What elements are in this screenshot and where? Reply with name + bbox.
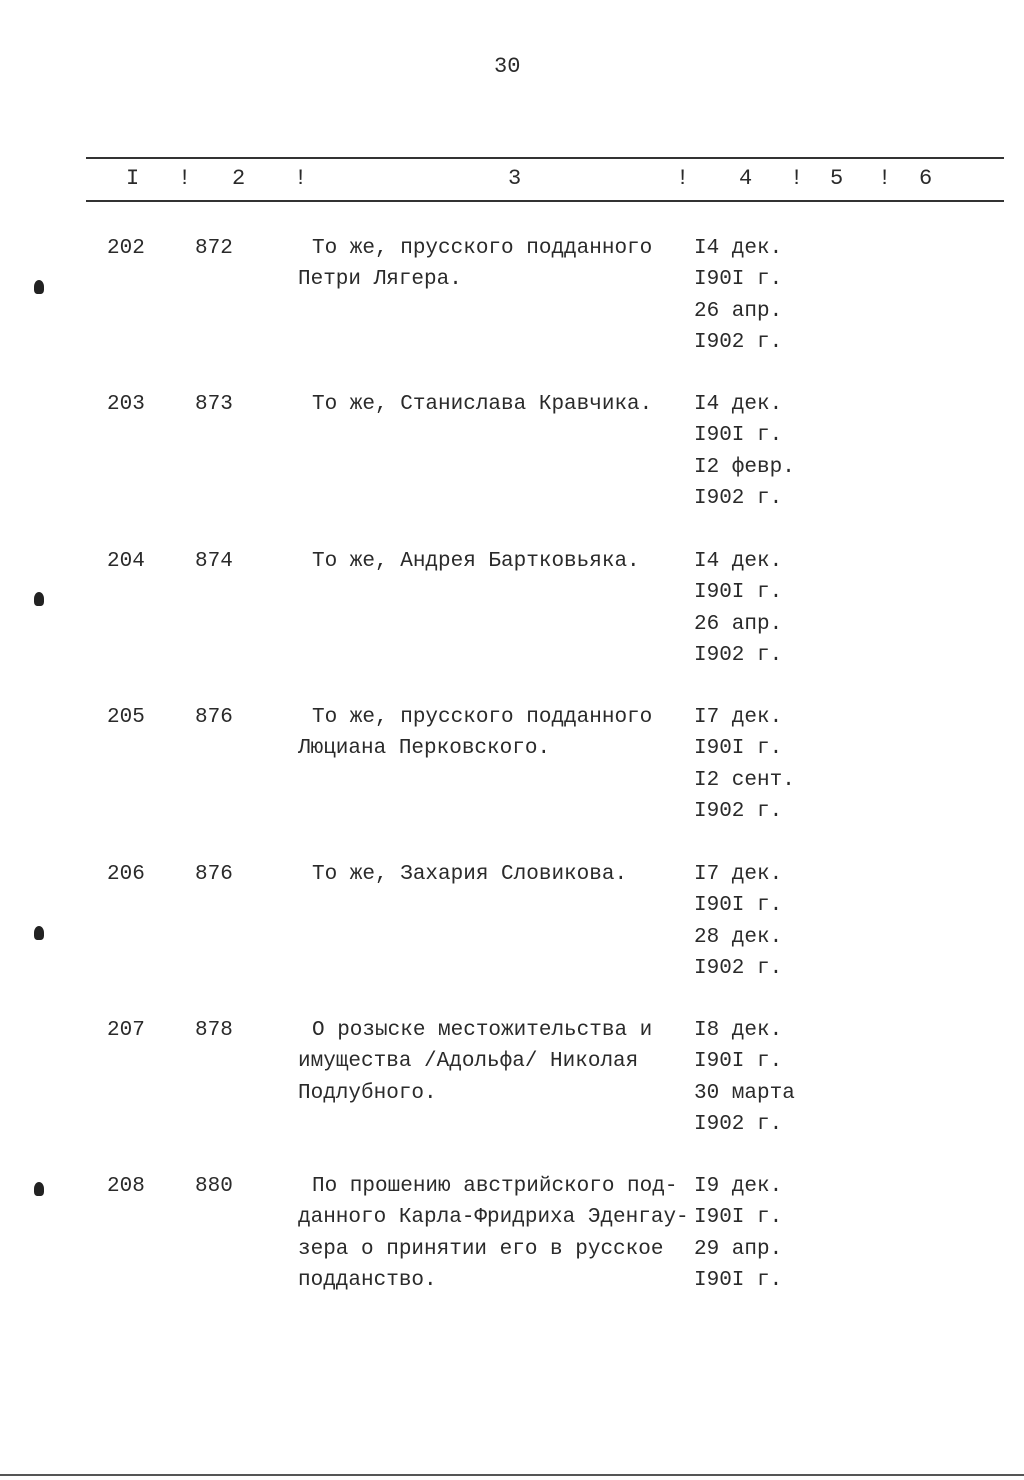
dates — [694, 1174, 782, 1299]
dates — [694, 392, 795, 517]
description-line: Люциана Перковского. — [298, 737, 551, 761]
date-line: I902 г. — [694, 643, 783, 667]
header-col-6: 6 — [919, 166, 933, 191]
header-col-4: 4 — [739, 166, 753, 191]
description-line: То же, прусского подданного — [312, 706, 653, 729]
row-number: 205 — [107, 706, 145, 729]
date-line: I90I г. — [694, 424, 783, 448]
hole-punch-mark — [34, 280, 44, 294]
date-line: I2 февр. — [694, 455, 795, 479]
description — [298, 862, 698, 893]
dates — [694, 1018, 795, 1143]
table-header-rule — [86, 200, 1004, 202]
date-line: I90I г. — [694, 1206, 783, 1230]
date-line: 30 марта — [694, 1081, 795, 1105]
header-col-1: I — [126, 166, 140, 191]
date-line: I902 г. — [694, 330, 783, 354]
description-line: Подлубного. — [298, 1081, 437, 1105]
description-line: подданство. — [298, 1268, 437, 1292]
date-line: I4 дек. — [694, 393, 783, 416]
hole-punch-mark — [34, 592, 44, 606]
page-number: 30 — [494, 54, 521, 79]
header-sep: ! — [676, 166, 690, 191]
page-bottom-edge — [0, 1474, 1024, 1476]
case-number: 873 — [195, 393, 233, 416]
dates — [694, 705, 795, 830]
description — [298, 549, 698, 580]
description-line: Петри Лягера. — [298, 268, 462, 292]
date-line: 26 апр. — [694, 612, 783, 636]
date-line: 29 апр. — [694, 1237, 783, 1261]
date-line: I9 дек. — [694, 1175, 783, 1198]
case-number: 878 — [195, 1019, 233, 1042]
case-number: 874 — [195, 550, 233, 573]
header-sep: ! — [790, 166, 804, 191]
description — [298, 392, 698, 423]
description-line: То же, прусского подданного — [312, 237, 653, 260]
date-line: I7 дек. — [694, 706, 783, 729]
header-col-5: 5 — [830, 166, 844, 191]
date-line: I90I г. — [694, 1268, 783, 1292]
description-line: То же, Андрея Бартковьяка. — [312, 550, 640, 573]
date-line: I7 дек. — [694, 863, 783, 886]
date-line: 28 дек. — [694, 925, 783, 949]
case-number: 880 — [195, 1175, 233, 1198]
date-line: I90I г. — [694, 1050, 783, 1074]
description — [298, 1174, 698, 1299]
header-sep: ! — [178, 166, 192, 191]
description — [298, 705, 698, 768]
header-sep: ! — [294, 166, 308, 191]
description-line: зера о принятии его в русское — [298, 1237, 664, 1261]
description-line: имущества /Адольфа/ Николая — [298, 1050, 639, 1074]
date-line: I902 г. — [694, 486, 783, 510]
description — [298, 1018, 698, 1112]
date-line: I90I г. — [694, 737, 783, 761]
date-line: I90I г. — [694, 268, 783, 292]
row-number: 208 — [107, 1175, 145, 1198]
description-line: То же, Станислава Кравчика. — [312, 393, 653, 416]
date-line: I902 г. — [694, 1112, 783, 1136]
dates — [694, 236, 782, 361]
row-number: 206 — [107, 863, 145, 886]
dates — [694, 549, 782, 674]
description-line: По прошению австрийского под- — [312, 1175, 678, 1198]
description-line: То же, Захария Словикова. — [312, 863, 628, 886]
date-line: I2 сент. — [694, 768, 795, 792]
date-line: I90I г. — [694, 581, 783, 605]
header-sep: ! — [878, 166, 892, 191]
date-line: I902 г. — [694, 956, 783, 980]
date-line: I4 дек. — [694, 550, 783, 573]
description-line: О розыске местожительства и — [312, 1019, 653, 1042]
dates — [694, 862, 782, 987]
date-line: I8 дек. — [694, 1019, 783, 1042]
case-number: 876 — [195, 863, 233, 886]
row-number: 204 — [107, 550, 145, 573]
date-line: I4 дек. — [694, 237, 783, 260]
header-col-2: 2 — [232, 166, 246, 191]
header-col-3: 3 — [508, 166, 522, 191]
description — [298, 236, 698, 299]
date-line: 26 апр. — [694, 299, 783, 323]
case-number: 872 — [195, 237, 233, 260]
date-line: I90I г. — [694, 894, 783, 918]
row-number: 203 — [107, 393, 145, 416]
hole-punch-mark — [34, 1182, 44, 1196]
row-number: 207 — [107, 1019, 145, 1042]
case-number: 876 — [195, 706, 233, 729]
row-number: 202 — [107, 237, 145, 260]
hole-punch-mark — [34, 926, 44, 940]
date-line: I902 г. — [694, 799, 783, 823]
table-top-rule — [86, 157, 1004, 159]
description-line: данного Карла-Фридриха Эденгау- — [298, 1206, 689, 1230]
